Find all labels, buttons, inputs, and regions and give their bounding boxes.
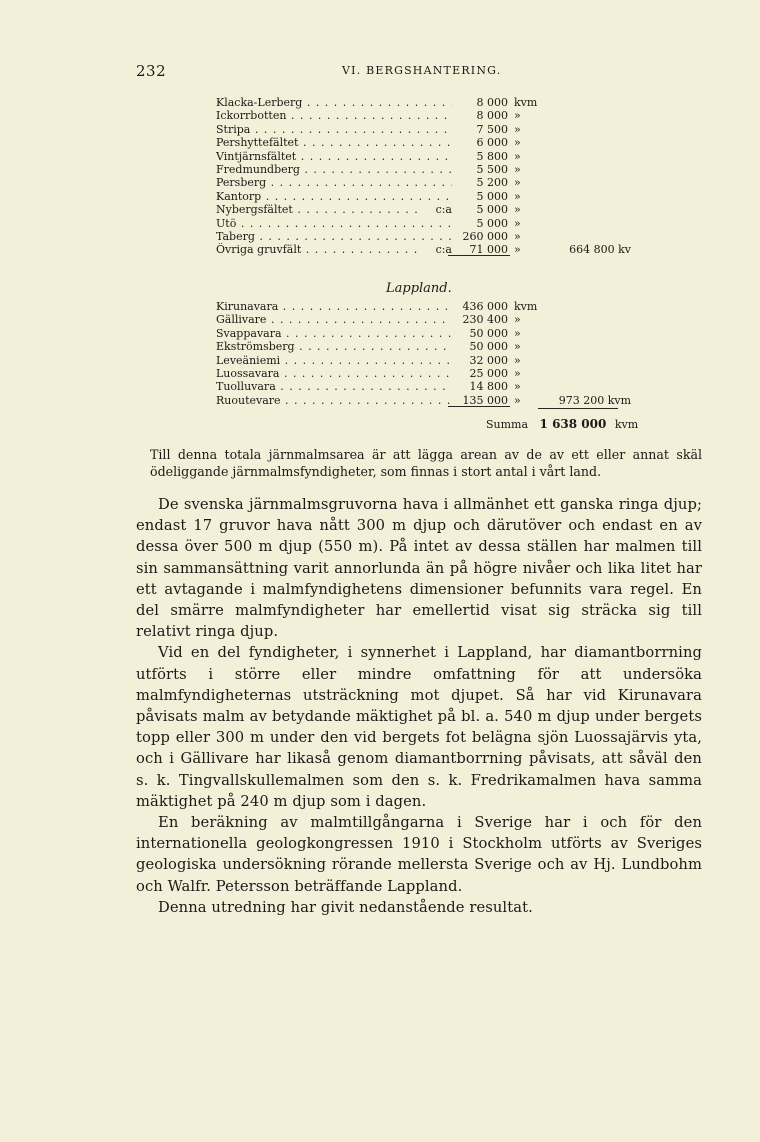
area-value: 230 400 <box>452 313 508 326</box>
table-row <box>216 190 656 203</box>
mine-area-table-central-sweden <box>216 96 656 257</box>
table-row <box>216 327 656 340</box>
area-unit: kvm <box>514 96 538 109</box>
area-unit: » <box>514 203 521 217</box>
area-value: 5 000 <box>452 203 508 216</box>
running-title: VI. BERGSHANTERING. <box>342 64 502 77</box>
summa-unit: kvm <box>614 418 639 431</box>
total-rule <box>538 408 618 409</box>
area-unit: » <box>514 176 521 190</box>
area-value: 8 000 <box>452 96 508 109</box>
table-row <box>216 340 656 353</box>
area-unit: » <box>514 326 521 340</box>
mine-name: Kantorp . . . <box>216 190 452 203</box>
mine-name: Nybergsfältet . . . <box>216 203 452 216</box>
table-note <box>150 446 702 480</box>
area-value: 7 500 <box>452 123 508 136</box>
table-row <box>216 380 656 393</box>
area-unit: » <box>514 162 521 176</box>
area-unit: » <box>514 189 521 203</box>
mine-name: Leveäniemi . . . <box>216 354 452 367</box>
area-unit: » <box>514 366 521 380</box>
mine-area-table-lappland <box>216 300 656 407</box>
area-unit: » <box>514 243 521 257</box>
mine-name: Övriga gruvfält . . . <box>216 243 452 256</box>
mine-name: Utö . . . <box>216 217 452 230</box>
area-unit: » <box>514 393 521 407</box>
column-rule <box>448 406 510 407</box>
area-value: 6 000 <box>452 136 508 149</box>
mine-name: Stripa . . . <box>216 123 452 136</box>
area-unit: » <box>514 380 521 394</box>
mine-name: Gällivare . . . <box>216 313 452 326</box>
table-row <box>216 300 656 313</box>
paragraph: En beräkning av malmtillgångarna i Sverige har i och för den internationella geologkongressen 1910 i Stockholm utförts av Sveriges geologiska undersökning rörande mellersta Sverige och av Hj. Lundbohm och Walfr. Petersson beträffande Lappland. <box>136 814 702 895</box>
table-row <box>216 394 656 407</box>
mine-name: Vintjärnsfältet . . . <box>216 150 452 163</box>
area-value: 260 000 <box>452 230 508 243</box>
mine-name: Persberg . . . <box>216 176 452 189</box>
area-value: 5 200 <box>452 176 508 189</box>
table-row <box>216 203 656 216</box>
area-unit: » <box>514 122 521 136</box>
mine-name: Pershyttefältet . . . <box>216 136 452 149</box>
area-value: 14 800 <box>452 380 508 393</box>
area-value: 135 000 <box>452 394 508 407</box>
table-row <box>216 313 656 326</box>
mine-name: Kirunavara . . . <box>216 300 452 313</box>
mine-name: Luossavara . . . <box>216 367 452 380</box>
summa-label: Summa <box>486 418 529 431</box>
group-total: 973 200 kvm <box>558 393 631 407</box>
area-value: 5 800 <box>452 150 508 163</box>
paragraph: Vid en del fyndigheter, i synnerhet i Lappland, har diamantborrning utförts i större eller mindre omfattning för att undersöka malmfyndigheternas utsträckning mot djupet. Så har vid Kirunavara påvisats malm av betydande mäktighet på bl. a. 540 m djup under bergets topp eller 300 m under den vid bergets fot belägna sjön Luossajärvis yta, och i Gällivare har likaså genom diamantborrning påvisats, att såväl den s. k. Tingvallskullemalmen som den s. k. Fredrikamalmen hava samma mäktighet på 240 m djup som i dagen. <box>136 644 702 810</box>
paragraph: De svenska järnmalmsgruvorna hava i allmänhet ett ganska ringa djup; endast 17 gruvor hava nått 300 m djup och därutöver och endast en av dessa över 500 m djup (550 m). På intet av dessa ställen har malmen till sin sammansättning varit annorlunda än på högre nivåer och lika litet har ett avtagande i malmfyndighetens dimensioner befunnits vara regel. En del smärre malmfyndigheter har emellertid visat sig sträcka sig till relativt ringa djup. <box>136 496 702 641</box>
area-unit: » <box>514 109 521 123</box>
approx-prefix: c:a <box>420 203 452 216</box>
table-row <box>216 367 656 380</box>
column-rule <box>448 255 510 256</box>
mine-name: Ekströmsberg . . . <box>216 340 452 353</box>
area-value: 50 000 <box>452 340 508 353</box>
table-row <box>216 176 656 189</box>
table-row <box>216 230 656 243</box>
approx-prefix: c:a <box>420 243 452 256</box>
mine-name: Svappavara . . . <box>216 327 452 340</box>
mine-name: Ruoutevare . . . <box>216 394 452 407</box>
area-unit: » <box>514 149 521 163</box>
table-row <box>216 150 656 163</box>
table-row <box>216 217 656 230</box>
area-unit: » <box>514 229 521 243</box>
table-row <box>216 163 656 176</box>
table-row <box>216 136 656 149</box>
paragraph: Denna utredning har givit nedanstående resultat. <box>158 898 533 916</box>
section-heading-text: Lappland. <box>386 281 452 296</box>
area-unit: kvm <box>514 300 538 313</box>
area-unit: » <box>514 340 521 354</box>
area-unit: » <box>514 313 521 327</box>
area-unit: » <box>514 136 521 150</box>
area-unit: » <box>514 353 521 367</box>
note-paragraph: Till denna totala järnmalmsarea är att lägga arean av de av ett eller annat skäl ödeliggande järnmalmsfyndigheter, som finnas i stort antal i vårt land. <box>150 447 702 479</box>
summa-line <box>486 417 638 431</box>
group-total: 664 800 kv <box>569 243 631 257</box>
area-value: 50 000 <box>452 327 508 340</box>
page-number: 232 <box>136 62 167 80</box>
area-value: 25 000 <box>452 367 508 380</box>
area-value: 5 000 <box>452 217 508 230</box>
table-row <box>216 109 656 122</box>
page-header <box>136 62 736 82</box>
area-value: 8 000 <box>452 109 508 122</box>
mine-name: Fredmundberg . . . <box>216 163 452 176</box>
area-value: 32 000 <box>452 354 508 367</box>
table-row <box>216 354 656 367</box>
table-row <box>216 123 656 136</box>
mine-name: Tuolluvara . . . <box>216 380 452 393</box>
table-row <box>216 243 656 256</box>
body-text <box>136 494 702 918</box>
area-value: 5 000 <box>452 190 508 203</box>
mine-name: Klacka-Lerberg . . . <box>216 96 452 109</box>
table-row <box>216 96 656 109</box>
summa-value: 1 638 000 <box>539 417 607 431</box>
area-unit: » <box>514 216 521 230</box>
mine-name: Ickorrbotten . . . <box>216 109 452 122</box>
area-value: 5 500 <box>452 163 508 176</box>
area-value: 436 000 <box>452 300 508 313</box>
area-value: 71 000 <box>452 243 508 256</box>
mine-name: Taberg . . . <box>216 230 452 243</box>
